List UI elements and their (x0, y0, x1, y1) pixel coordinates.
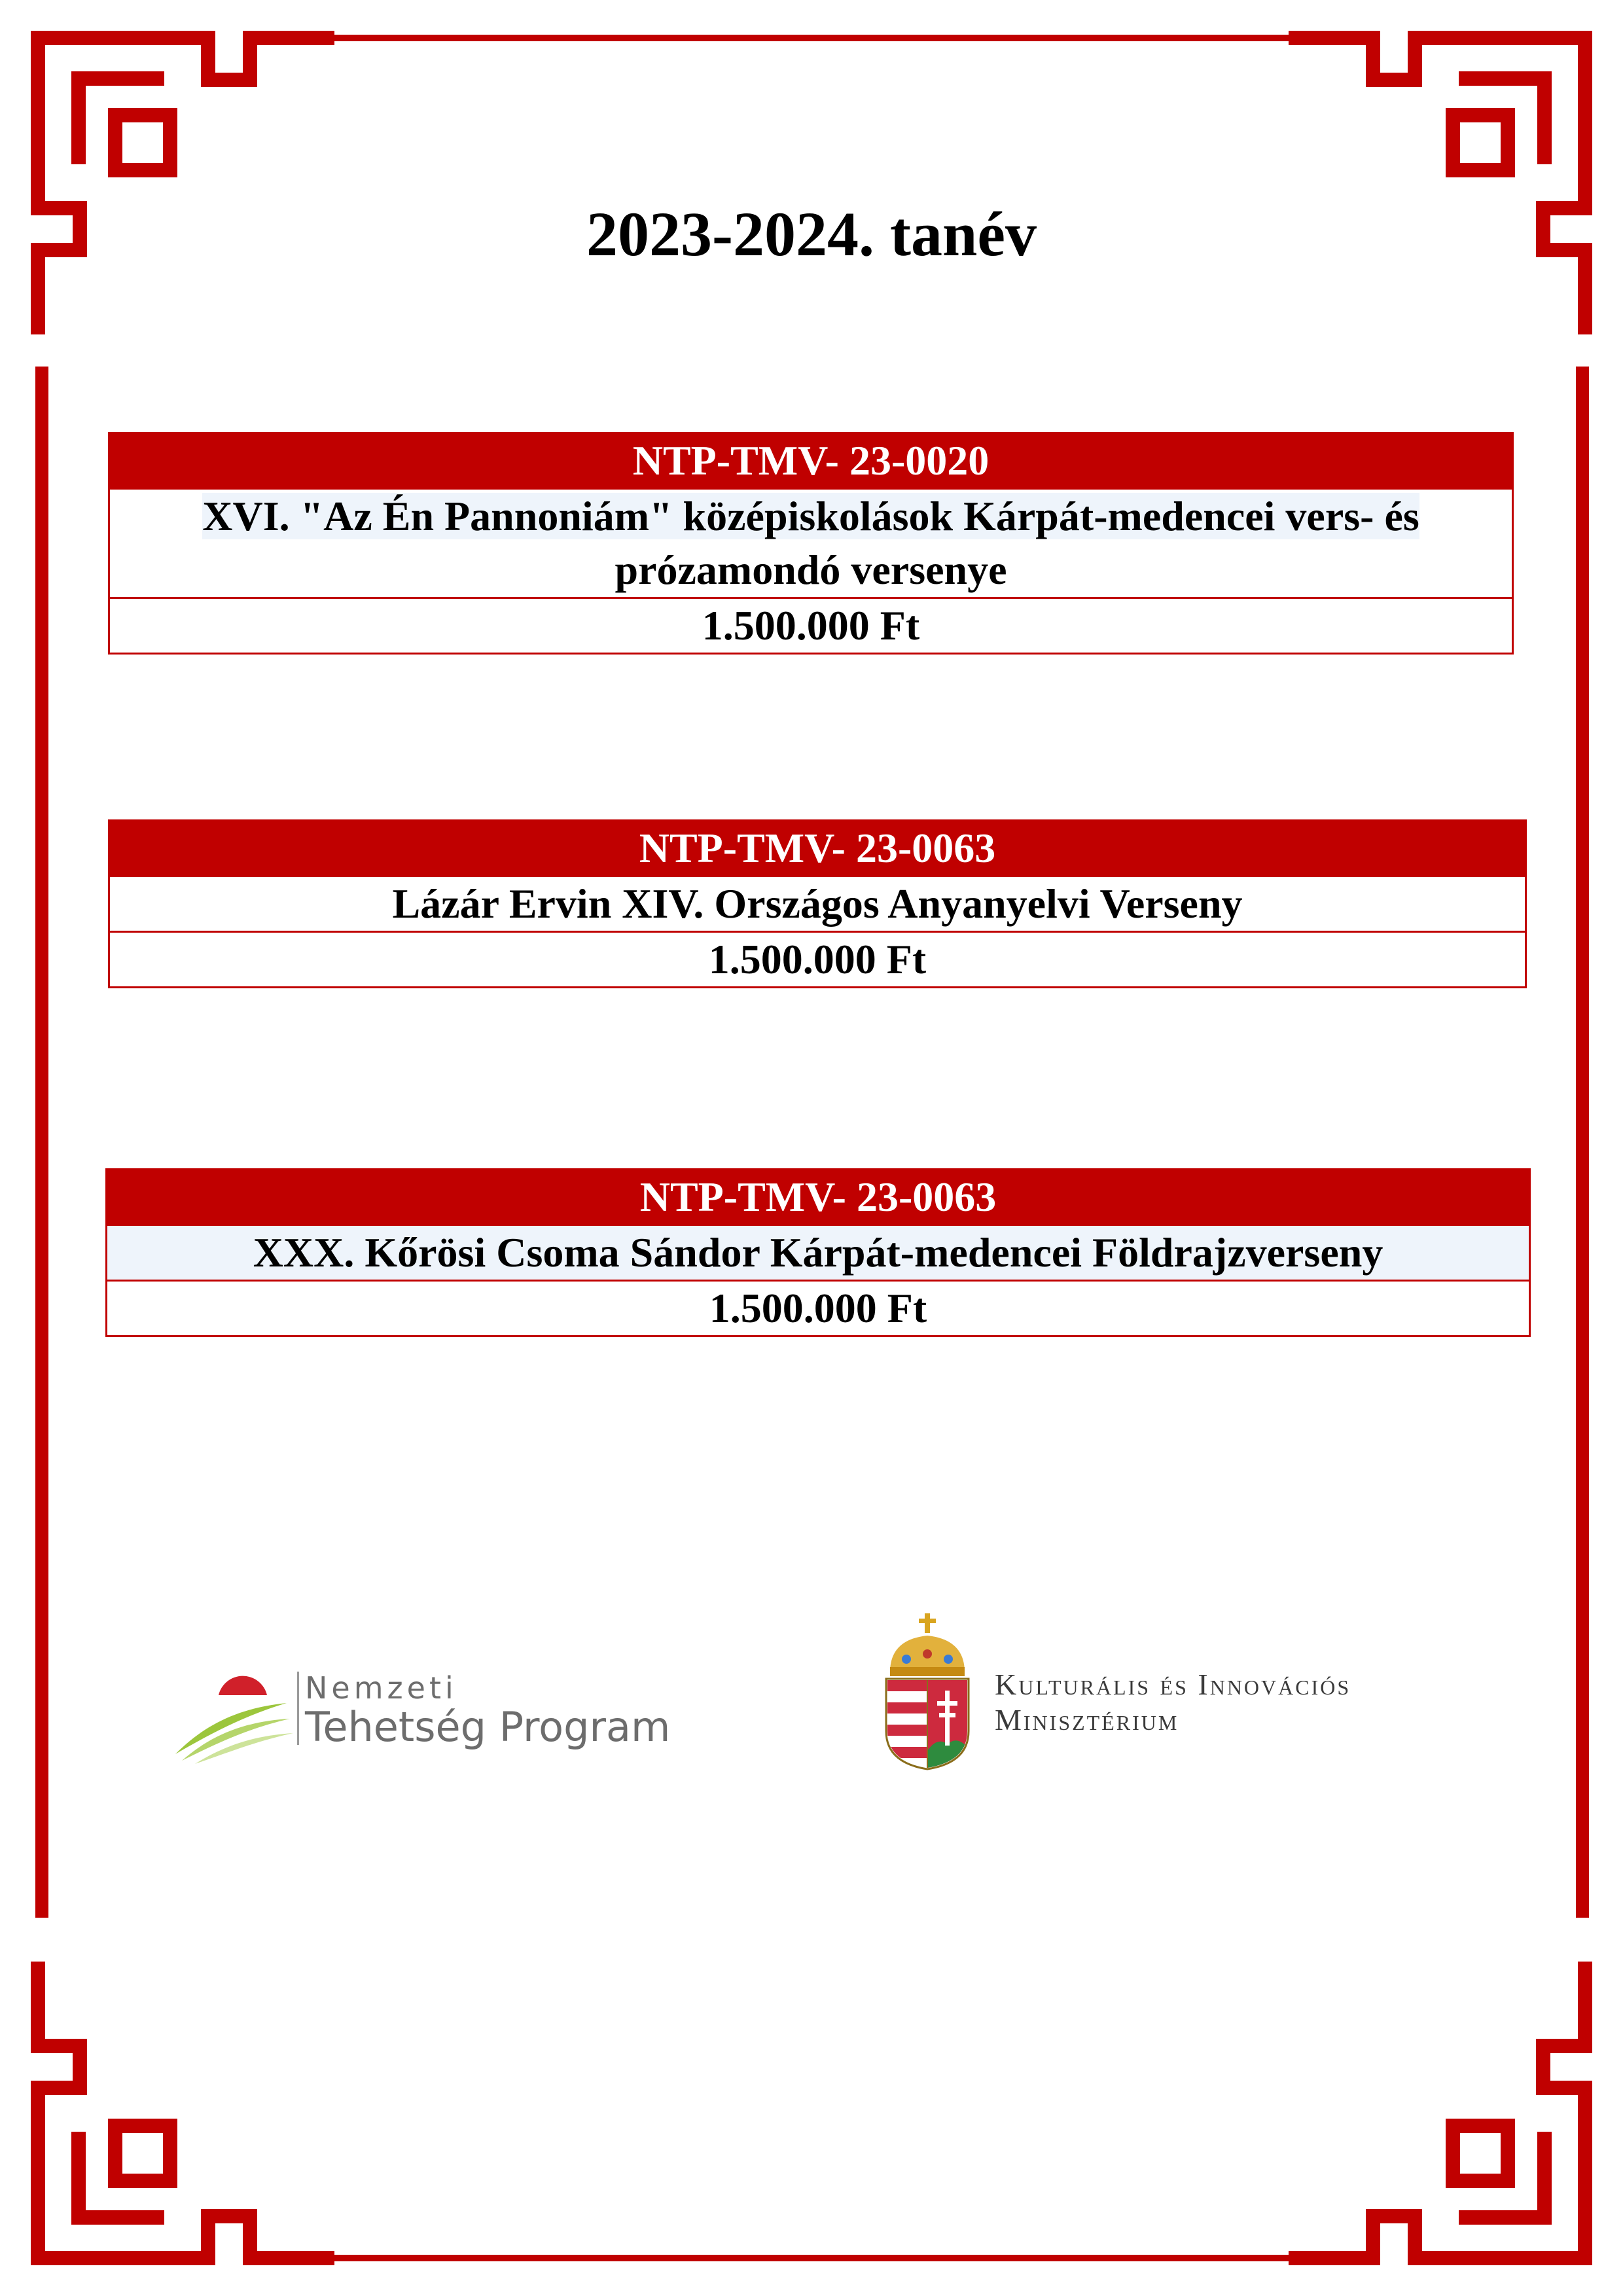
grant-name-line: Lázár Ervin XIV. Országos Anyanyelvi Verseny (392, 880, 1243, 927)
grant-name-line: prózamondó versenye (615, 547, 1007, 593)
grant-code: NTP-TMV- 23-0063 (110, 821, 1525, 875)
grant-amount: 1.500.000 Ft (107, 1280, 1529, 1335)
grant-name-line: XVI. "Az Én Pannoniám" középiskolások Kárpát-medencei vers- és (202, 493, 1419, 539)
grant-table (105, 1168, 1531, 1337)
grant-code: NTP-TMV- 23-0063 (107, 1170, 1529, 1224)
grant-name (107, 1224, 1529, 1280)
hungarian-coat-of-arms-icon (877, 1613, 982, 1770)
grant-table (108, 432, 1514, 655)
grant-code: NTP-TMV- 23-0020 (110, 434, 1512, 488)
ntp-logo-line2: Tehetség Program (305, 1703, 671, 1751)
grant-amount: 1.500.000 Ft (110, 597, 1512, 653)
grant-table (108, 819, 1527, 988)
ministry-logo-line2: Minisztérium (995, 1703, 1179, 1736)
ministry-logo-line1: Kulturális és Innovációs (995, 1668, 1351, 1701)
page-title: 2023-2024. tanév (586, 199, 1037, 269)
grant-name-line: XXX. Kőrösi Csoma Sándor Kárpát-medencei Földrajzverseny (253, 1229, 1383, 1276)
ministry-logo (877, 1613, 1479, 1770)
grant-name (110, 488, 1512, 597)
ntp-logo-line1: Nemzeti (305, 1670, 457, 1706)
ntp-divider (297, 1672, 299, 1745)
grant-name (110, 875, 1525, 931)
grant-amount: 1.500.000 Ft (110, 931, 1525, 986)
ntp-swoosh-icon (169, 1662, 300, 1767)
ntp-logo (169, 1662, 671, 1767)
